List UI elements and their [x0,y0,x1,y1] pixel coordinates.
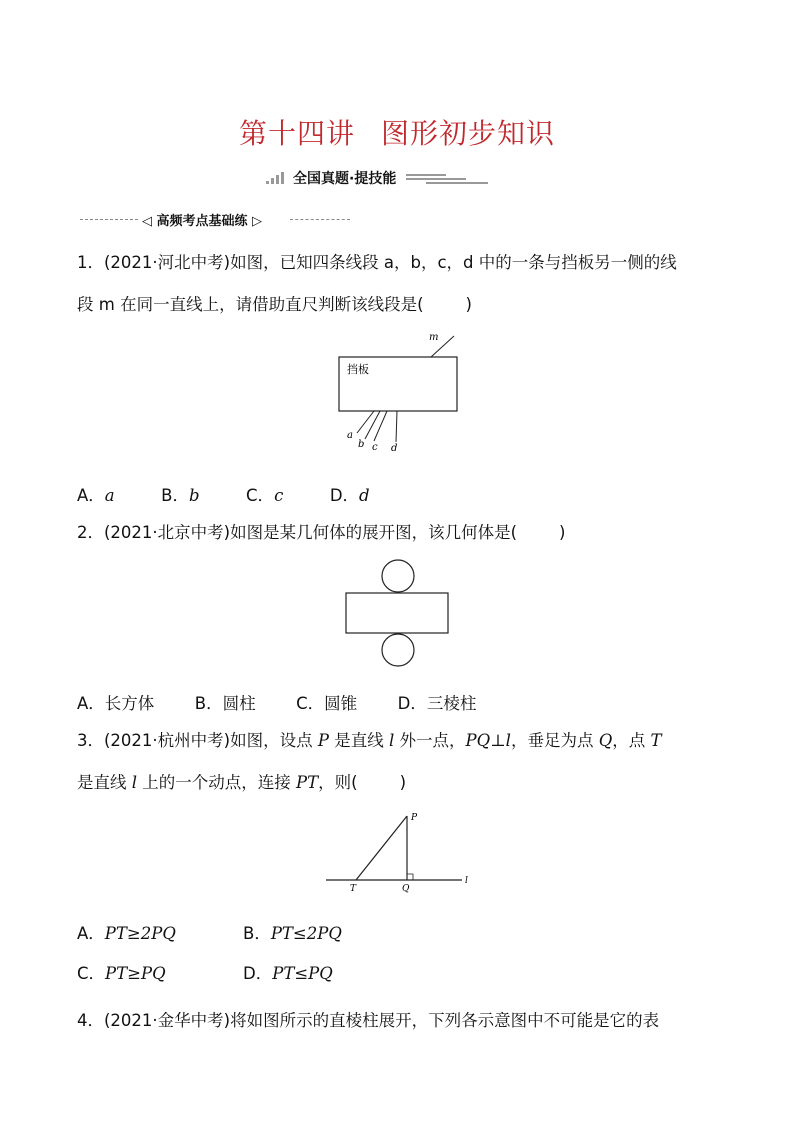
section-label: ◁ 高频考点基础练 ▷ [142,214,263,229]
q2-figure [340,558,455,670]
q4-line1: 4．(2021·金华中考)将如图所示的直棱柱展开，下列各示意图中不可能是它的表 [77,1011,660,1030]
top-circle [382,560,414,592]
label-q: Q [402,884,410,894]
q3-line1: 3．(2021·杭州中考)如图，设点 P 是直线 l 外一点，PQ⊥l，垂足为点 Q，点 T [77,731,662,750]
segment-pt [356,816,407,880]
board-label: 挡板 [347,363,369,376]
q2-option-c: C．圆锥 [296,694,358,713]
segment-d [396,411,397,442]
label-m: m [429,332,439,343]
net-rect [346,593,448,633]
banner-decoration [406,171,488,185]
segment-a [357,411,374,433]
label-a: a [347,430,353,441]
q3-option-d: D．PT≤PQ [243,964,333,983]
right-angle-mark [407,874,413,880]
title-lecture: 第十四讲 [238,117,355,150]
bottom-circle [382,634,414,666]
q1-option-b: B．b [161,486,200,505]
banner [265,168,488,188]
q1-options [77,482,370,506]
q1-figure [330,330,470,460]
title-topic: 图形初步知识 [381,117,556,150]
q2-options [77,690,476,714]
q2-option-b: B．圆柱 [194,694,256,713]
q3-option-b: B．PT≤2PQ [243,924,342,943]
q3-option-c: C．PT≥PQ [77,964,166,983]
q2-line1: 2．(2021·北京中考)如图是某几何体的展开图，该几何体是( ) [77,523,566,542]
label-d: d [391,443,398,454]
label-p: P [411,813,418,823]
label-l: l [465,876,468,886]
banner-label: 全国真题·提技能 [293,171,397,187]
segment-b [365,411,380,439]
q1-option-c: C．c [246,486,284,505]
q1-line1: 1．(2021·河北中考)如图，已知四条线段 a，b，c，d 中的一条与挡板另一侧的线 [77,253,677,272]
question-2 [77,512,727,554]
q1-option-a: A．a [77,486,115,505]
q3-option-a: A．PT≥2PQ [77,924,176,943]
question-4 [77,1000,727,1042]
q1-line2: 段 m 在同一直线上，请借助直尺判断该线段是( ) [77,295,472,314]
section-header [80,210,350,230]
q1-option-d: D．d [329,486,370,505]
q3-options-row2 [77,960,477,984]
label-t: T [350,884,357,894]
question-1 [77,242,727,326]
label-b: b [358,439,365,450]
page-title [0,112,794,152]
signal-bars-icon [265,171,287,185]
segment-c [374,411,387,441]
question-3 [77,720,727,804]
label-c: c [372,442,378,453]
q3-figure [322,808,477,896]
q2-option-d: D．三棱柱 [397,694,477,713]
q3-options-row1 [77,920,477,944]
q2-option-a: A．长方体 [77,694,155,713]
q3-line2: 是直线 l 上的一个动点，连接 PT，则( ) [77,773,407,792]
